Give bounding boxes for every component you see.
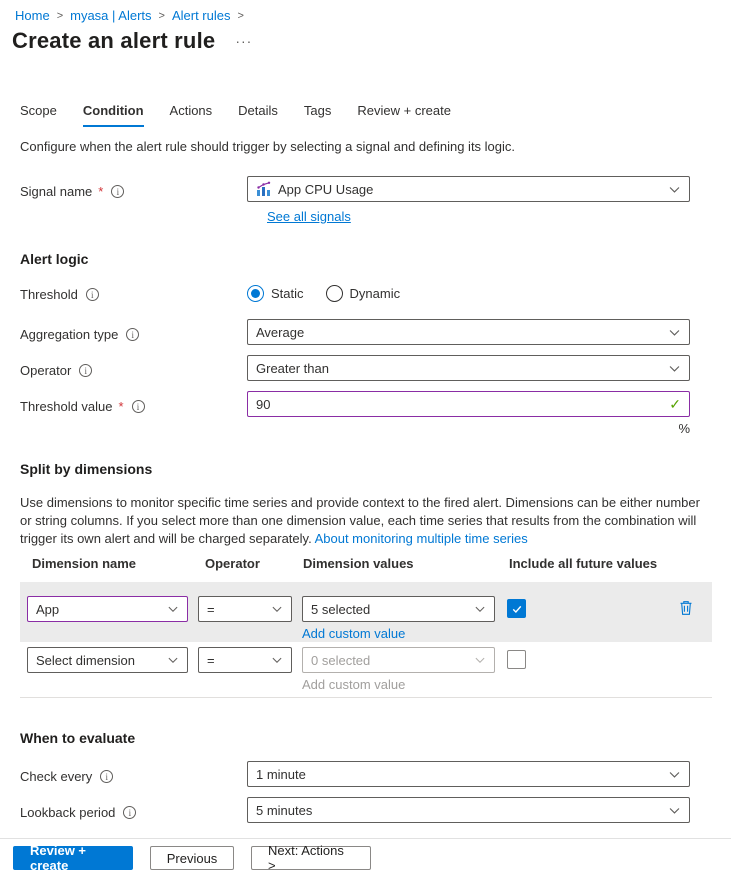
breadcrumb-separator: > xyxy=(158,9,165,22)
see-all-signals-link[interactable]: See all signals xyxy=(267,209,351,224)
lookback-period-label: Lookback period i xyxy=(20,797,247,823)
breadcrumb-separator: > xyxy=(56,9,64,22)
chevron-down-icon xyxy=(668,768,681,781)
tab-review-create[interactable]: Review + create xyxy=(357,103,451,118)
required-asterisk: * xyxy=(98,184,104,199)
threshold-unit-label: % xyxy=(678,421,690,436)
col-dimension-values: Dimension values xyxy=(303,556,414,571)
more-menu-icon[interactable]: ··· xyxy=(235,33,253,49)
threshold-value-label: Threshold value * i xyxy=(20,391,247,417)
valid-check-icon: ✓ xyxy=(669,395,681,412)
dimension-row xyxy=(20,582,712,642)
info-icon[interactable] xyxy=(100,770,113,783)
threshold-value-input[interactable]: 90 ✓ xyxy=(247,391,690,417)
metrics-icon xyxy=(256,181,272,197)
dimension-values-select[interactable]: 5 selected xyxy=(302,596,495,622)
alert-logic-heading: Alert logic xyxy=(20,251,89,267)
chevron-down-icon xyxy=(668,362,681,375)
about-monitoring-link[interactable]: About monitoring multiple time series xyxy=(314,531,528,546)
dimension-operator-select[interactable]: = xyxy=(198,596,292,622)
required-asterisk: * xyxy=(118,399,124,414)
breadcrumb-myasa-alerts[interactable]: myasa | Alerts xyxy=(70,8,152,23)
dimension-row xyxy=(20,642,712,692)
col-dimension-name: Dimension name xyxy=(32,556,137,571)
chevron-down-icon xyxy=(271,603,283,615)
dimension-values-select: 0 selected xyxy=(302,647,495,673)
previous-button[interactable]: Previous xyxy=(150,846,234,870)
page-title: Create an alert rule xyxy=(12,28,216,53)
check-every-select[interactable]: 1 minute xyxy=(247,761,690,787)
aggregation-type-label: Aggregation type i xyxy=(20,319,247,345)
split-description: Use dimensions to monitor specific time series and provide context to the fired alert. Dimensions can be either number or string columns. If you select more than one dimension value, each time series that results from the combination will trigger its own alert and will be charged separately. About monitoring multiple time series xyxy=(20,495,700,546)
radio-dynamic[interactable]: Dynamic xyxy=(326,285,401,302)
split-by-dimensions-heading: Split by dimensions xyxy=(20,461,153,477)
breadcrumb xyxy=(15,8,244,23)
chevron-down-icon xyxy=(474,654,486,666)
dimensions-table xyxy=(20,556,712,692)
tab-scope[interactable]: Scope xyxy=(20,103,57,118)
info-icon[interactable] xyxy=(123,806,136,819)
aggregation-type-select[interactable]: Average xyxy=(247,319,690,345)
tab-tags[interactable]: Tags xyxy=(303,103,332,118)
col-include-future: Include all future values xyxy=(509,556,658,571)
operator-label: Operator i xyxy=(20,355,247,381)
threshold-label: Threshold i xyxy=(20,282,247,302)
info-icon[interactable] xyxy=(132,400,145,413)
info-icon[interactable] xyxy=(111,185,124,198)
next-actions-button[interactable]: Next: Actions > xyxy=(251,846,371,870)
tab-details[interactable]: Details xyxy=(238,103,278,118)
check-every-label: Check every i xyxy=(20,761,247,787)
tab-actions[interactable]: Actions xyxy=(169,103,213,118)
chevron-down-icon xyxy=(271,654,283,666)
condition-intro-text: Configure when the alert rule should trigger by selecting a signal and defining its logic. xyxy=(20,139,516,154)
operator-select[interactable]: Greater than xyxy=(247,355,690,381)
chevron-down-icon xyxy=(474,603,486,615)
dimension-name-select[interactable]: App xyxy=(27,596,188,622)
info-icon[interactable] xyxy=(86,288,99,301)
col-operator: Operator xyxy=(205,556,260,571)
add-custom-value-link: Add custom value xyxy=(302,677,406,692)
signal-name-select[interactable]: App CPU Usage xyxy=(247,176,690,202)
chevron-down-icon xyxy=(167,603,179,615)
review-create-button[interactable]: Review + create xyxy=(13,846,133,870)
when-to-evaluate-heading: When to evaluate xyxy=(20,730,136,746)
breadcrumb-separator: > xyxy=(237,9,244,22)
lookback-period-select[interactable]: 5 minutes xyxy=(247,797,690,823)
info-icon[interactable] xyxy=(126,328,139,341)
radio-selected-icon xyxy=(247,285,264,302)
wizard-tabs xyxy=(20,103,451,127)
info-icon[interactable] xyxy=(79,364,92,377)
breadcrumb-alert-rules[interactable]: Alert rules xyxy=(171,8,231,23)
delete-row-icon[interactable] xyxy=(678,599,694,616)
section-divider xyxy=(20,697,712,698)
dimension-name-select[interactable]: Select dimension xyxy=(27,647,188,673)
dimensions-table-header xyxy=(20,556,712,582)
wizard-footer xyxy=(0,838,731,877)
chevron-down-icon xyxy=(668,804,681,817)
add-custom-value-link[interactable]: Add custom value xyxy=(302,626,406,641)
chevron-down-icon xyxy=(668,183,681,196)
signal-name-label: Signal name * i xyxy=(20,176,247,202)
breadcrumb-home[interactable]: Home xyxy=(15,8,50,23)
radio-static[interactable]: Static xyxy=(247,285,304,302)
dimension-operator-select[interactable]: = xyxy=(198,647,292,673)
threshold-radio-group xyxy=(247,282,690,302)
tab-condition[interactable]: Condition xyxy=(83,103,144,127)
chevron-down-icon xyxy=(167,654,179,666)
include-future-checkbox[interactable] xyxy=(507,650,526,669)
radio-unselected-icon xyxy=(326,285,343,302)
include-future-checkbox[interactable] xyxy=(507,599,526,618)
chevron-down-icon xyxy=(668,326,681,339)
